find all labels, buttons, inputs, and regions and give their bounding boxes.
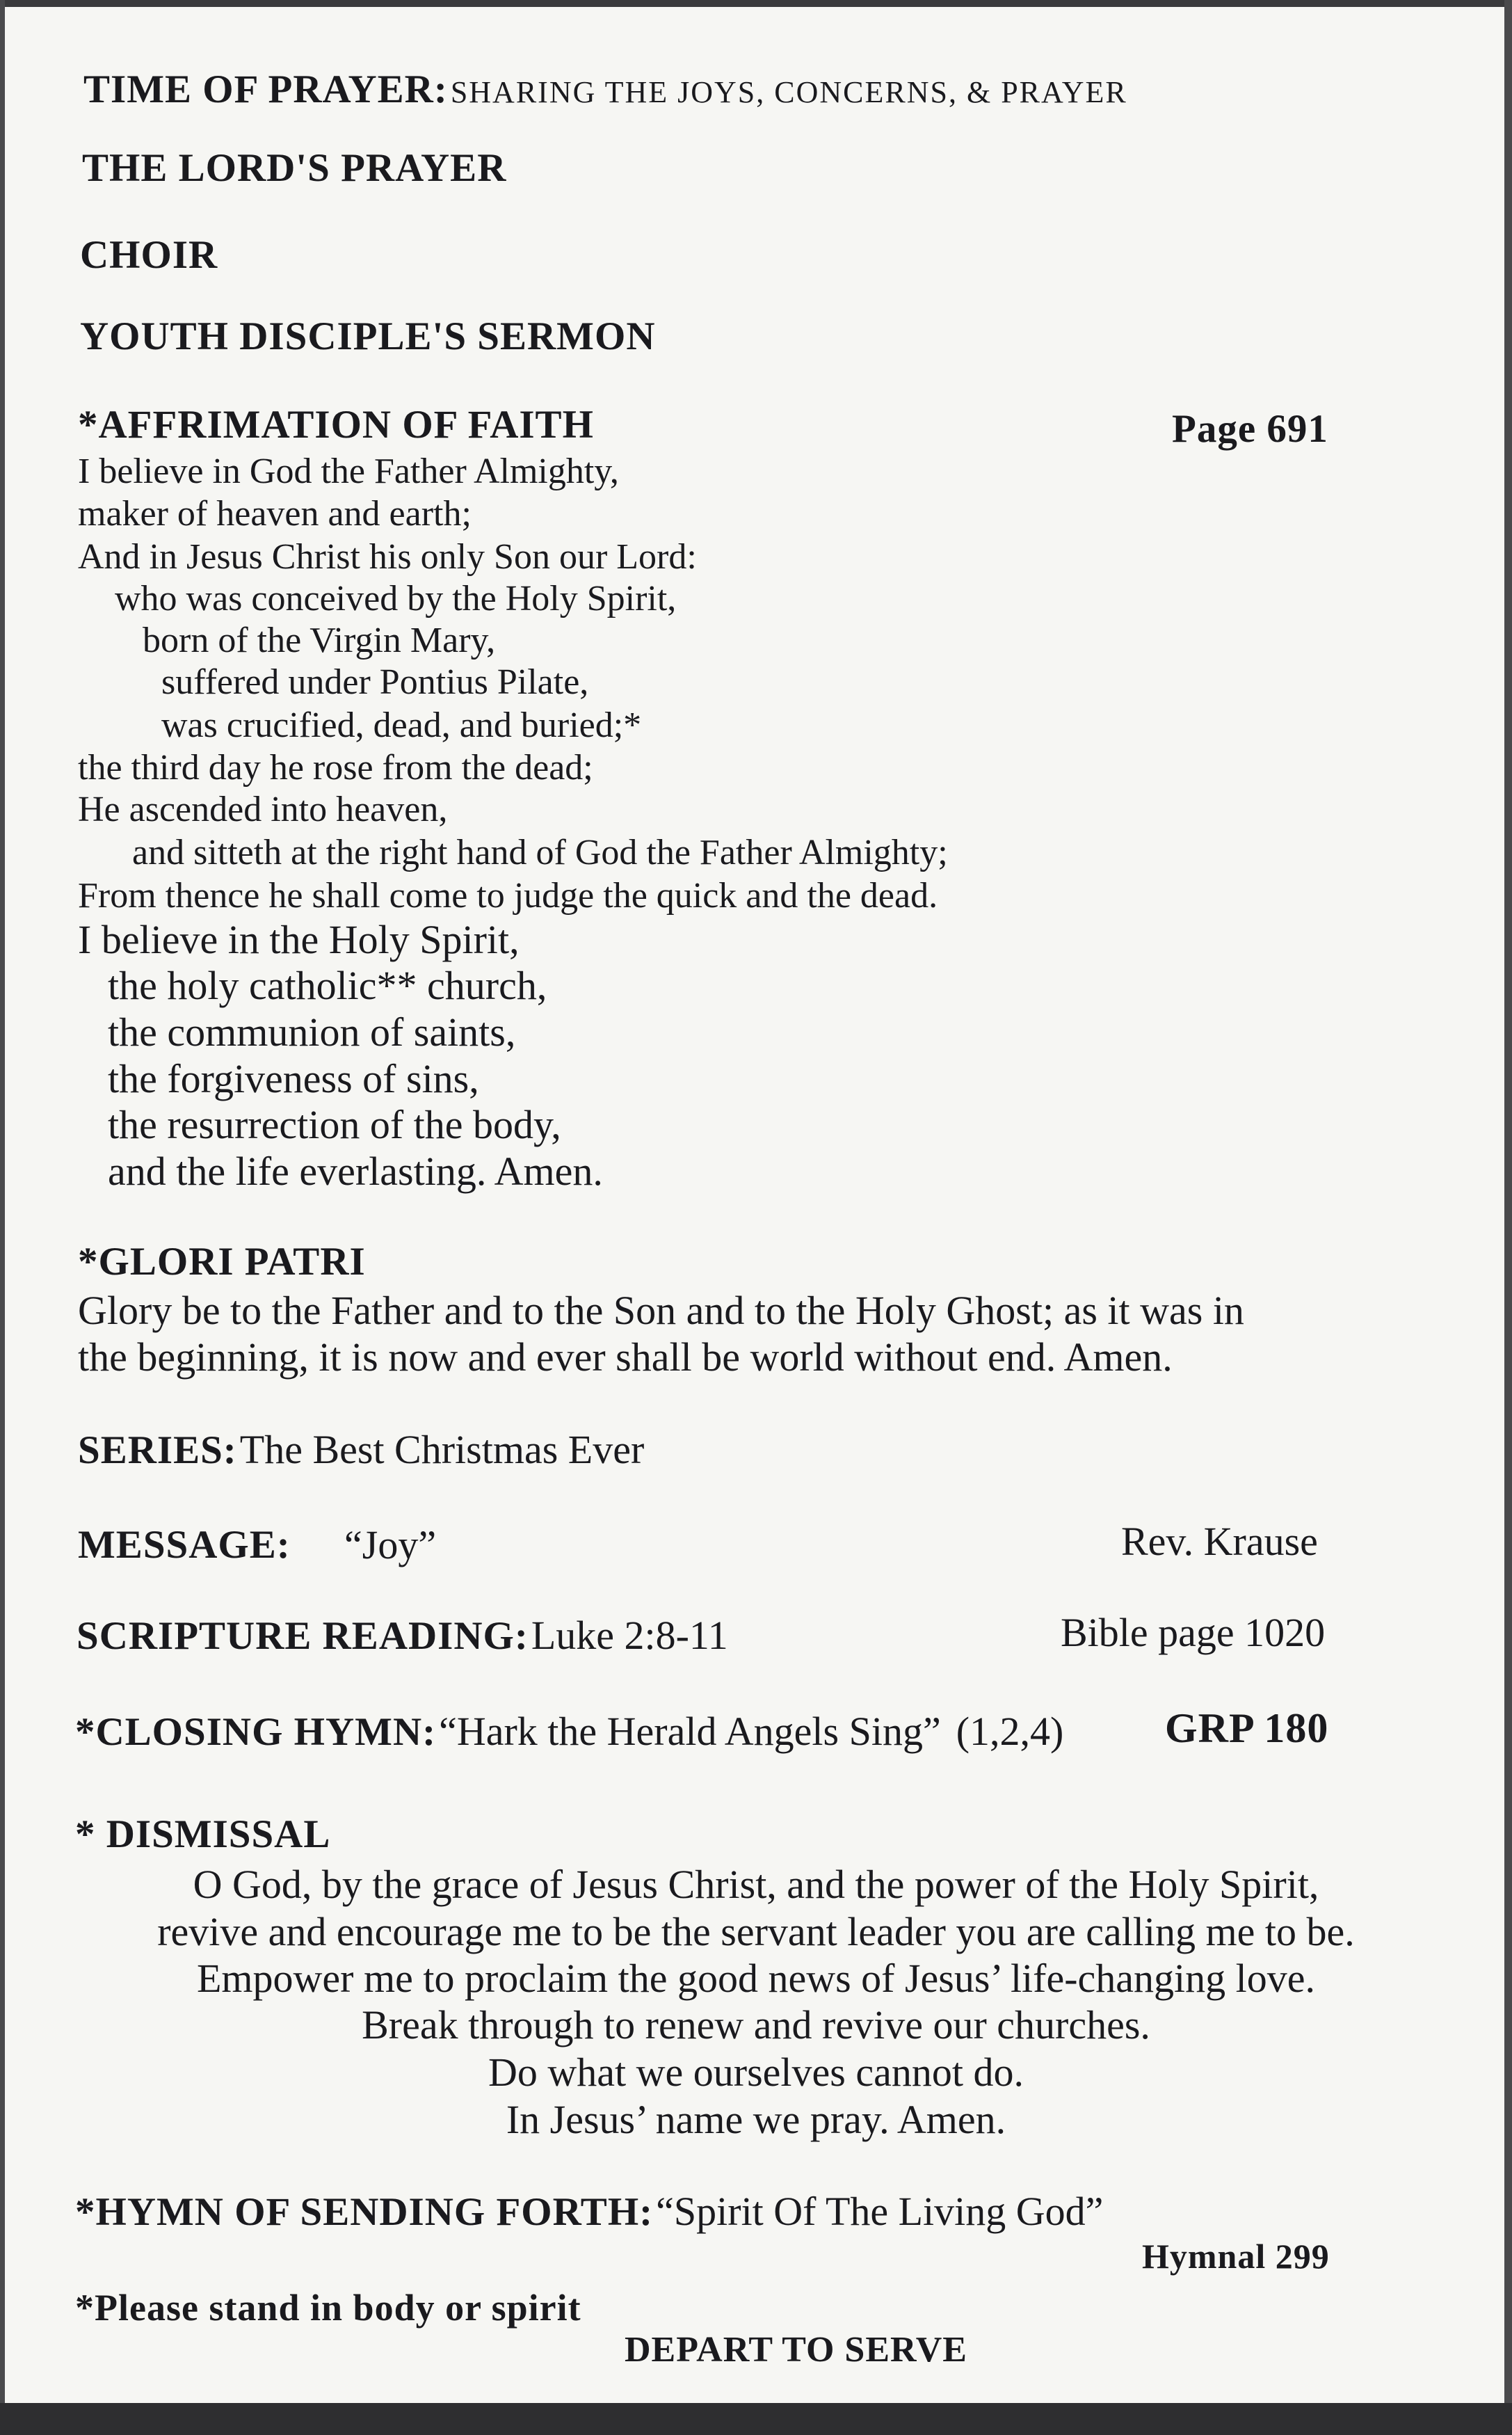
creed-line: He ascended into heaven, <box>78 790 448 829</box>
creed-line: born of the Virgin Mary, <box>143 621 496 660</box>
sending-hymn-label: *HYMN OF SENDING FORTH: <box>75 2190 654 2234</box>
bottom-edge-shadow <box>0 2403 1512 2435</box>
message-title: “Joy” <box>344 1522 437 1567</box>
creed-line: the holy catholic** church, <box>108 963 547 1008</box>
dismissal-heading: * DISMISSAL <box>75 1812 331 1856</box>
time-of-prayer-subtitle: SHARING THE JOYS, CONCERNS, & PRAYER <box>450 75 1127 109</box>
dismissal-prayer-line: Do what we ourselves cannot do. <box>488 2050 1024 2095</box>
sending-hymn-row <box>75 2189 1104 2234</box>
affirmation-page-number: Page 691 <box>1172 407 1328 451</box>
creed-line: suffered under Pontius Pilate, <box>161 662 589 702</box>
lords-prayer-heading: THE LORD'S PRAYER <box>82 146 507 190</box>
closing-hymn-label: *CLOSING HYMN: <box>75 1710 437 1754</box>
gloria-text-line: the beginning, it is now and ever shall be world without end. Amen. <box>78 1334 1173 1380</box>
creed-line: maker of heaven and earth; <box>78 494 472 534</box>
scripture-label: SCRIPTURE READING: <box>77 1614 529 1658</box>
series-title: The Best Christmas Ever <box>239 1427 645 1472</box>
creed-line: who was conceived by the Holy Spirit, <box>115 579 677 618</box>
time-of-prayer-row <box>83 67 1127 111</box>
time-of-prayer-heading: TIME OF PRAYER: <box>83 67 448 111</box>
closing-hymn-title: “Hark the Herald Angels Sing” <box>439 1709 941 1754</box>
creed-line: I believe in the Holy Spirit, <box>78 917 520 962</box>
series-row <box>78 1427 645 1472</box>
depart-to-serve: DEPART TO SERVE <box>625 2330 967 2370</box>
creed-line: the forgiveness of sins, <box>108 1056 479 1101</box>
dismissal-prayer-line: Empower me to proclaim the good news of Jesus’ life-changing love. <box>197 1956 1315 2001</box>
top-edge-shadow <box>0 0 1512 7</box>
scripture-row <box>77 1615 728 1656</box>
creed-line: the third day he rose from the dead; <box>78 748 593 788</box>
message-speaker: Rev. Krause <box>1121 1519 1318 1564</box>
affirmation-heading: *AFFRIMATION OF FAITH <box>78 403 594 447</box>
youth-sermon-heading: YOUTH DISCIPLE'S SERMON <box>80 314 656 358</box>
series-label: SERIES: <box>78 1428 237 1472</box>
closing-hymn-verses: (1,2,4) <box>956 1709 1064 1754</box>
message-label: MESSAGE: <box>78 1523 291 1567</box>
scripture-page: Bible page 1020 <box>1061 1610 1326 1655</box>
creed-line: And in Jesus Christ his only Son our Lord: <box>78 537 697 577</box>
sending-hymn-title: “Spirit Of The Living God” <box>656 2189 1104 2234</box>
creed-line: was crucified, dead, and buried;* <box>161 705 642 745</box>
creed-line: and the life everlasting. Amen. <box>108 1149 603 1194</box>
gloria-text-line: Glory be to the Father and to the Son and to the Holy Ghost; as it was in <box>78 1288 1244 1333</box>
dismissal-prayer-line: revive and encourage me to be the servant leader you are calling me to be. <box>157 1909 1355 1954</box>
creed-line: the communion of saints, <box>108 1009 516 1055</box>
choir-heading: CHOIR <box>80 233 218 277</box>
closing-hymn-row <box>75 1711 1063 1752</box>
dismissal-prayer-line: Break through to renew and revive our churches. <box>362 2002 1150 2047</box>
gloria-heading: *GLORI PATRI <box>78 1240 366 1284</box>
creed-line: I believe in God the Father Almighty, <box>78 452 619 491</box>
scripture-reference: Luke 2:8-11 <box>531 1613 728 1658</box>
creed-line: and sitteth at the right hand of God the Father Almighty; <box>132 833 948 872</box>
dismissal-prayer-line: In Jesus’ name we pray. Amen. <box>506 2097 1006 2142</box>
creed-line: From thence he shall come to judge the quick and the dead. <box>78 876 938 916</box>
creed-line: the resurrection of the body, <box>108 1102 561 1147</box>
dismissal-prayer-line: O God, by the grace of Jesus Christ, and the power of the Holy Spirit, <box>193 1862 1319 1907</box>
closing-hymn-number: GRP 180 <box>1165 1705 1329 1751</box>
sending-hymn-number: Hymnal 299 <box>1142 2237 1330 2276</box>
stand-footnote: *Please stand in body or spirit <box>75 2287 581 2329</box>
